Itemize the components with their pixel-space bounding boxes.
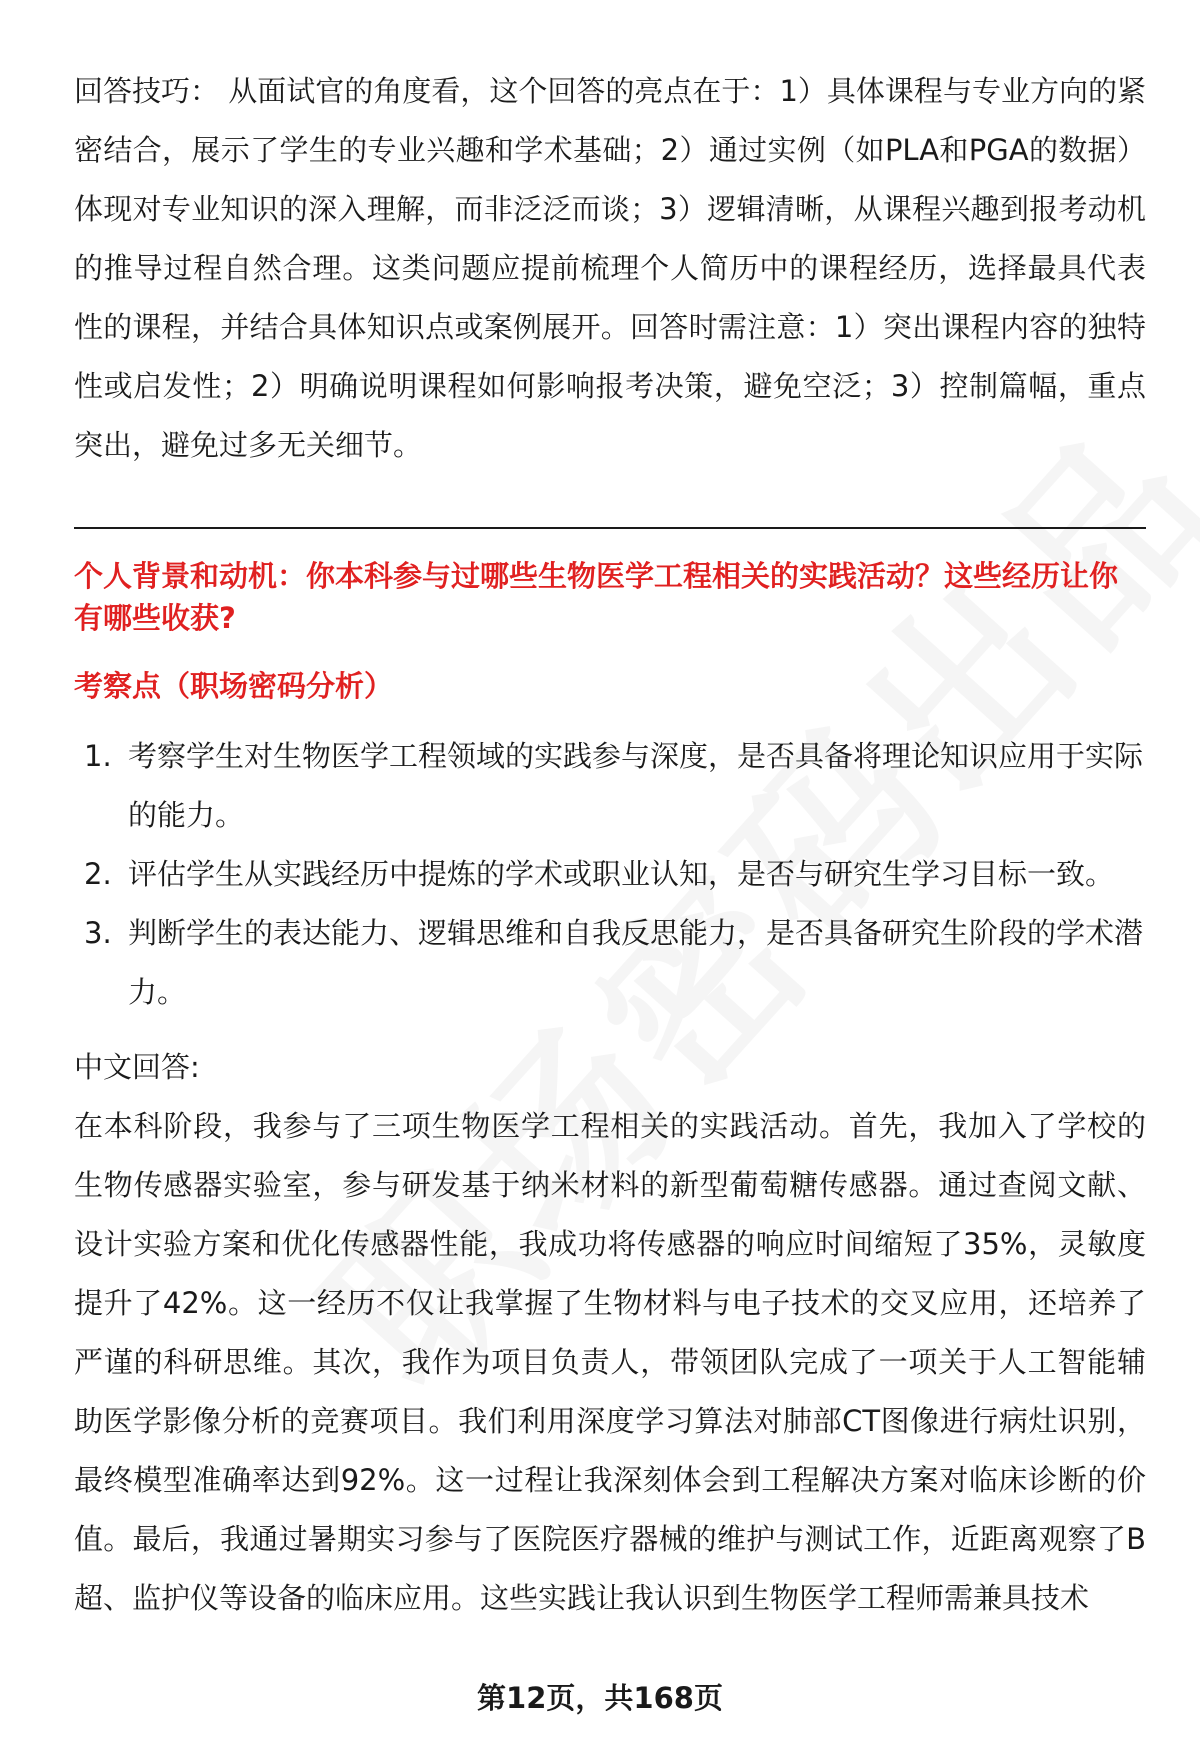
list-item	[74, 727, 1146, 845]
answer-label: 中文回答:	[74, 1050, 200, 1084]
section-divider	[74, 527, 1146, 529]
list-item-number: 3.	[84, 916, 112, 950]
list-item	[74, 904, 1146, 1022]
answer-paragraph: 在本科阶段，我参与了三项生物医学工程相关的实践活动。首先，我加入了学校的生物传感器实验室，参与研发基于纳米材料的新型葡萄糖传感器。通过查阅文献、设计实验方案和优化传感器性能，我成功将传感器的响应时间缩短了35%，灵敏度提升了42%。这一经历不仅让我掌握了生物材料与电子技术的交叉应用，还培养了严谨的科研思维。其次，我作为项目负责人，带领团队完成了一项关于人工智能辅助医学影像分析的竞赛项目。我们利用深度学习算法对肺部CT图像进行病灶识别，最终模型准确率达到92%。这一过程让我深刻体会到工程解决方案对临床诊断的价值。最后，我通过暑期实习参与了医院医疗器械的维护与测试工作，近距离观察了B超、监护仪等设备的临床应用。这些实践让我认识到生物医学工程师需兼具技术	[74, 1109, 1146, 1615]
assessment-list	[74, 727, 1146, 1022]
list-item	[74, 845, 1146, 904]
answer-tip-paragraph: 回答技巧： 从面试官的角度看，这个回答的亮点在于：1）具体课程与专业方向的紧密结合，展示了学生的专业兴趣和学术基础；2）通过实例（如PLA和PGA的数据）体现对专业知识的深入理解，而非泛泛而谈；3）逻辑清晰，从课程兴趣到报考动机的推导过程自然合理。这类问题应提前梳理个人简历中的课程经历，选择最具代表性的课程，并结合具体知识点或案例展开。回答时需注意：1）突出课程内容的独特性或启发性；2）明确说明课程如何影响报考决策，避免空泛；3）控制篇幅，重点突出，避免过多无关细节。	[74, 74, 1146, 462]
question-heading: 个人背景和动机：你本科参与过哪些生物医学工程相关的实践活动？这些经历让你有哪些收获?	[74, 559, 1119, 635]
list-item-text: 评估学生从实践经历中提炼的学术或职业认知，是否与研究生学习目标一致。	[128, 857, 1115, 891]
list-item-number: 1.	[84, 739, 112, 773]
page-content	[74, 62, 1146, 1628]
list-item-text: 判断学生的表达能力、逻辑思维和自我反思能力，是否具备研究生阶段的学术潜力。	[128, 916, 1144, 1009]
assessment-heading: 考察点（职场密码分析）	[74, 669, 394, 703]
list-item-number: 2.	[84, 857, 112, 891]
page-number: 第12页，共168页	[477, 1681, 723, 1715]
list-item-text: 考察学生对生物医学工程领域的实践参与深度，是否具备将理论知识应用于实际的能力。	[128, 739, 1144, 832]
